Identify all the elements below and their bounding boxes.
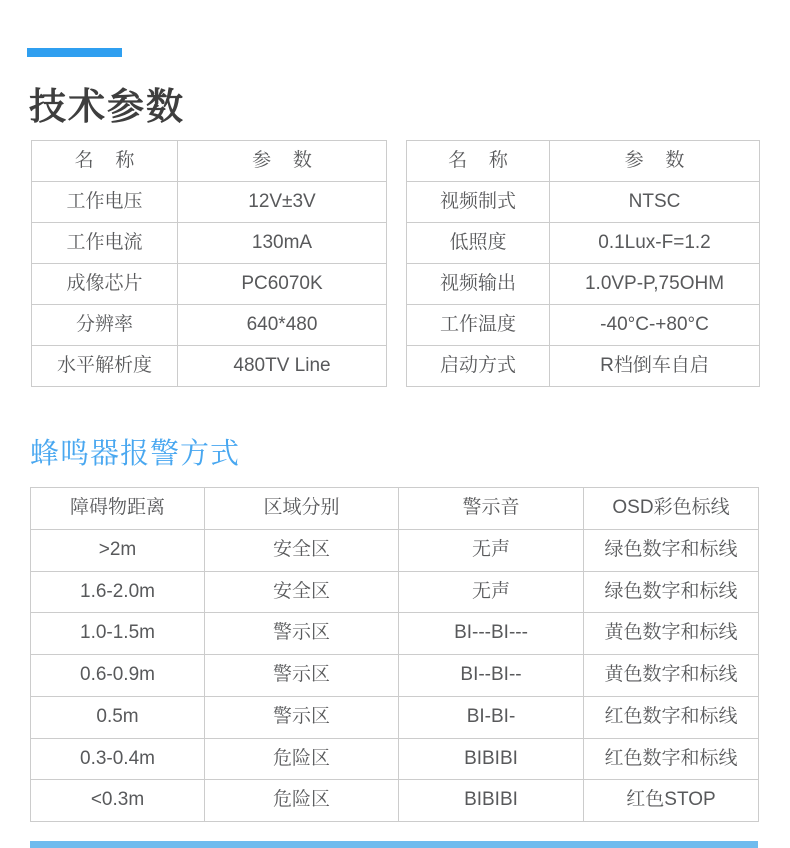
table-cell: PC6070K (178, 264, 387, 305)
table-header-cell: 障碍物距离 (31, 488, 205, 530)
table-cell: 视频制式 (407, 182, 550, 223)
table-cell: >2m (31, 529, 205, 571)
table-row (31, 529, 759, 571)
table-cell: 无声 (399, 571, 584, 613)
table-cell: 1.0-1.5m (31, 613, 205, 655)
table-cell: BIBIBI (399, 780, 584, 822)
table-cell: 红色STOP (584, 780, 759, 822)
table-cell: BI-BI- (399, 696, 584, 738)
table-row (407, 346, 760, 387)
table-cell: 1.0VP-P,75OHM (550, 264, 760, 305)
table-cell: 低照度 (407, 223, 550, 264)
table-cell: 视频输出 (407, 264, 550, 305)
table-row (31, 696, 759, 738)
table-cell: 黄色数字和标线 (584, 613, 759, 655)
table-cell: <0.3m (31, 780, 205, 822)
table-cell: 危险区 (205, 738, 399, 780)
table-row (407, 305, 760, 346)
table-cell: BIBIBI (399, 738, 584, 780)
table-row (31, 571, 759, 613)
table-header-row (32, 141, 387, 182)
table-cell: 红色数字和标线 (584, 696, 759, 738)
table-cell: 警示区 (205, 655, 399, 697)
table-row (31, 738, 759, 780)
table-cell: 黄色数字和标线 (584, 655, 759, 697)
table-cell: BI--BI-- (399, 655, 584, 697)
table-row (31, 613, 759, 655)
table-header-cell: 名称 (407, 141, 550, 182)
table-row (32, 182, 387, 223)
table-cell: 130mA (178, 223, 387, 264)
next-section-banner (30, 841, 758, 848)
table-header-cell: 区域分别 (205, 488, 399, 530)
table-cell: 绿色数字和标线 (584, 571, 759, 613)
table-row (31, 655, 759, 697)
table-cell: 工作温度 (407, 305, 550, 346)
table-cell: BI---BI--- (399, 613, 584, 655)
table-header-cell: 参数 (178, 141, 387, 182)
table-row (32, 346, 387, 387)
table-cell: 无声 (399, 529, 584, 571)
table-cell: 0.6-0.9m (31, 655, 205, 697)
table-cell: 绿色数字和标线 (584, 529, 759, 571)
table-cell: 12V±3V (178, 182, 387, 223)
accent-dash (27, 48, 122, 57)
table-cell: R档倒车自启 (550, 346, 760, 387)
table-cell: 安全区 (205, 529, 399, 571)
table-cell: 危险区 (205, 780, 399, 822)
table-cell: 水平解析度 (32, 346, 178, 387)
page-title: 技术参数 (29, 86, 185, 127)
spec-table-left (31, 140, 387, 387)
table-cell: 警示区 (205, 696, 399, 738)
table-row (32, 264, 387, 305)
table-header-cell: 警示音 (399, 488, 584, 530)
table-cell: 1.6-2.0m (31, 571, 205, 613)
table-cell: NTSC (550, 182, 760, 223)
table-cell: 工作电压 (32, 182, 178, 223)
table-header-cell: OSD彩色标线 (584, 488, 759, 530)
table-cell: 警示区 (205, 613, 399, 655)
table-row (407, 264, 760, 305)
spec-table-right (406, 140, 760, 387)
table-cell: 0.1Lux-F=1.2 (550, 223, 760, 264)
buzzer-table (30, 487, 759, 822)
table-cell: 红色数字和标线 (584, 738, 759, 780)
spec-tables-container (31, 140, 760, 387)
table-cell: -40°C-+80°C (550, 305, 760, 346)
table-row (31, 780, 759, 822)
table-cell: 安全区 (205, 571, 399, 613)
table-row (407, 182, 760, 223)
table-cell: 640*480 (178, 305, 387, 346)
table-cell: 工作电流 (32, 223, 178, 264)
table-cell: 480TV Line (178, 346, 387, 387)
table-cell: 0.5m (31, 696, 205, 738)
table-header-row (31, 488, 759, 530)
table-cell: 0.3-0.4m (31, 738, 205, 780)
table-cell: 成像芯片 (32, 264, 178, 305)
table-header-cell: 名称 (32, 141, 178, 182)
table-cell: 分辨率 (32, 305, 178, 346)
table-header-row (407, 141, 760, 182)
table-row (32, 305, 387, 346)
table-row (407, 223, 760, 264)
buzzer-section-title: 蜂鸣器报警方式 (30, 438, 241, 470)
table-header-cell: 参数 (550, 141, 760, 182)
table-row (32, 223, 387, 264)
table-cell: 启动方式 (407, 346, 550, 387)
